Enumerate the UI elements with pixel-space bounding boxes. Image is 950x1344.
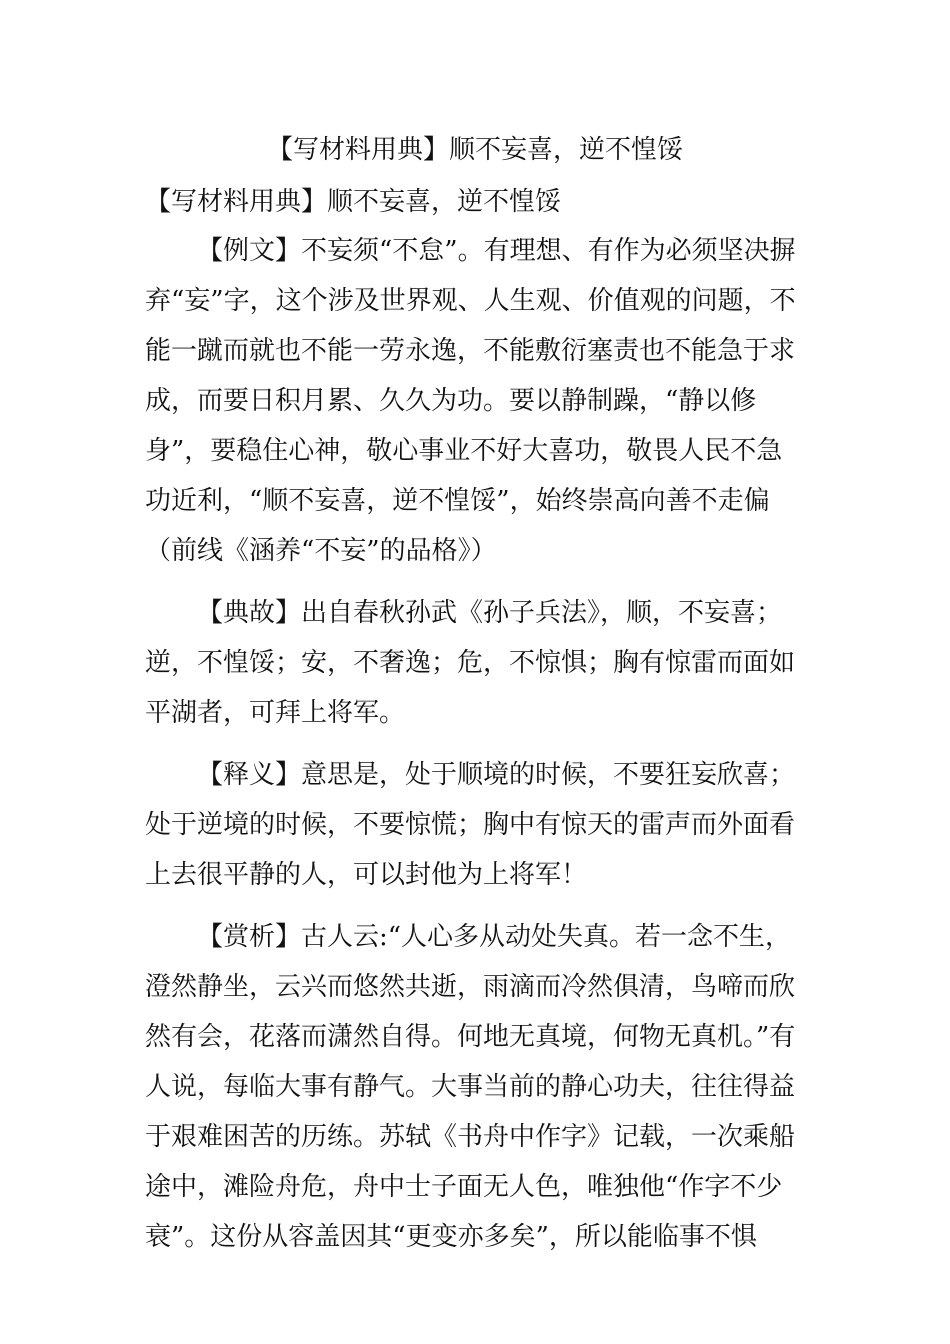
document-body: [145, 226, 805, 1274]
source-citation: （前线《涵养“不妄”的品格》）: [145, 536, 497, 566]
document-subtitle: 【写材料用典】顺不妄喜，逆不惶馁: [145, 187, 562, 217]
interpretation-paragraph: 【释义】意思是，处于顺境的时候，不要狂妄欣喜；处于逆境的时候，不要惊慌；胸中有惊天的雷声而外面看上去很平静的人，可以封他为上将军！: [145, 760, 796, 890]
appreciation-paragraph: 【赏析】古人云:“人心多从动处失真。若一念不生，澄然静坐，云兴而悠然共逝，雨滴而冷然俱清，鸟啼而欣然有会，花落而潇然自得。何地无真境，何物无真机。”有人说，每临大事有静气。大事当前的静心功夫，往往得益于艰难困苦的历练。苏轼《书舟中作字》记载，一次乘船途中，滩险舟危，舟中士子面无人色，唯独他“作字不少衰”。这份从容盖因其“更变亦多矣”，所以能临事不惧: [145, 922, 796, 1252]
allusion-paragraph: 【典故】出自春秋孙武《孙子兵法》，顺，不妄喜；逆，不惶馁；安，不奢逸；危，不惊惧；胸有惊雷而面如平湖者，可拜上将军。: [145, 598, 796, 728]
document-title: 【写材料用典】顺不妄喜，逆不惶馁: [266, 135, 683, 165]
example-paragraph: 【例文】不妄须“不怠”。有理想、有作为必须坚决摒弃“妄”字，这个涉及世界观、人生观、价值观的问题，不能一蹴而就也不能一劳永逸，不能敷衍塞责也不能急于求成，而要日积月累、久久为功。要以静制躁，“静以修身”，要稳住心神，敬心事业不好大喜功，敬畏人民不急功近利，“顺不妄喜，逆不惶馁”，始终崇高向善不走偏: [145, 236, 796, 516]
